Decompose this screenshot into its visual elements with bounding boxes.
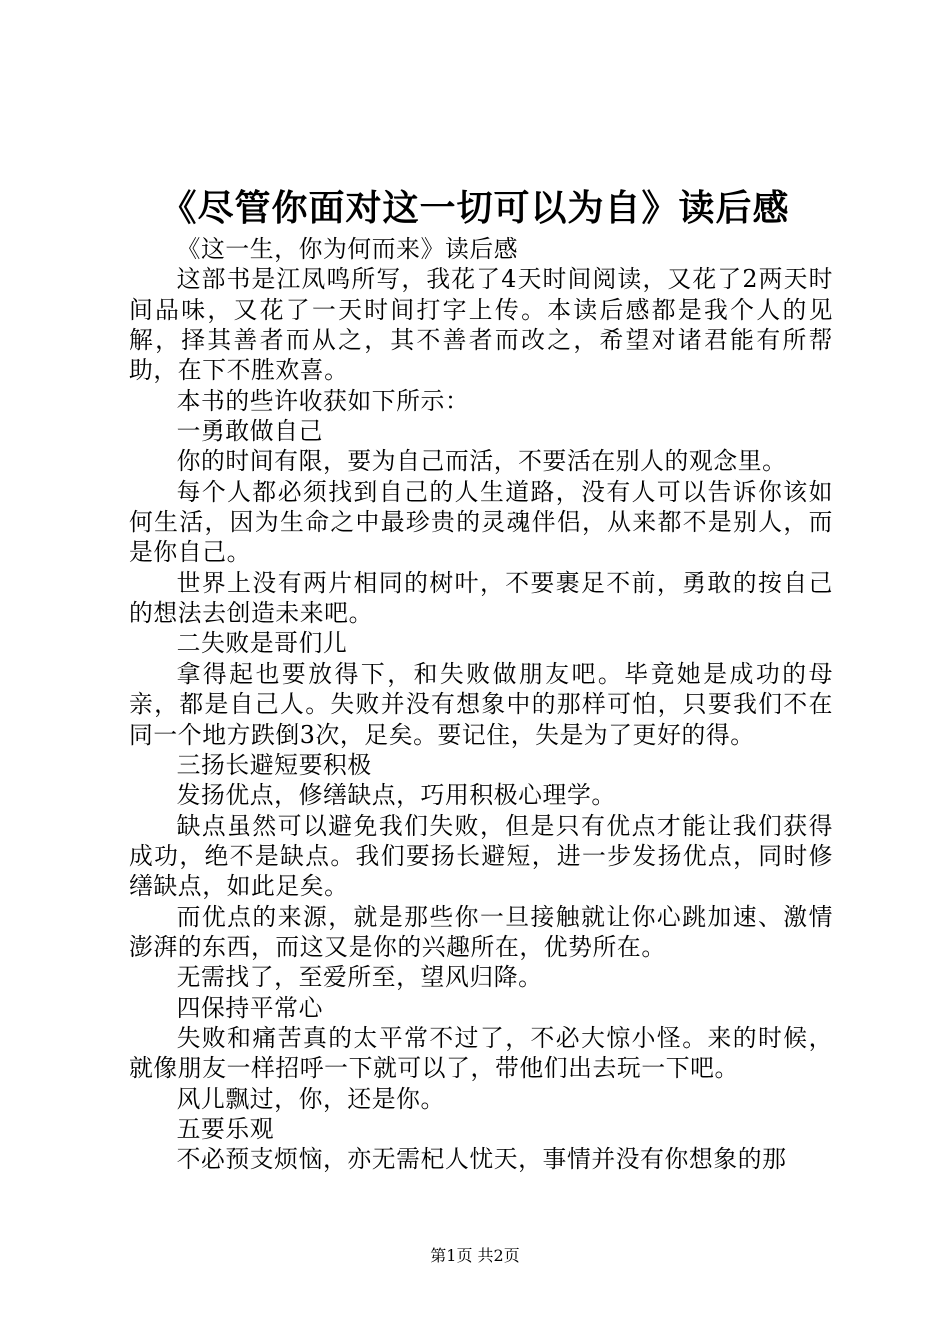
section-heading: 二失败是哥们儿 bbox=[176, 629, 348, 658]
paragraph-subtitle: 《这一生，你为何而来》读后感 bbox=[176, 235, 519, 263]
document-title: 《尽管你面对这一切可以为自》读后感 bbox=[160, 187, 790, 229]
section-heading: 一勇敢做自己 bbox=[176, 417, 323, 446]
paragraph: 本书的些许收获如下所示： bbox=[176, 386, 470, 415]
paragraph: 缺点虽然可以避免我们失败，但是只有优点才能让我们获得成功，绝不是缺点。我们要扬长避短，进一步发扬优点，同时修缮缺点，如此足矣。 bbox=[129, 811, 833, 901]
paragraph: 而优点的来源，就是那些你一旦接触就让你心跳加速、激情澎湃的东西，而这又是你的兴趣所在，优势所在。 bbox=[129, 902, 833, 961]
page-number-footer: 第1页 共2页 bbox=[430, 1246, 520, 1265]
paragraph: 风儿飘过，你，还是你。 bbox=[176, 1084, 445, 1113]
paragraph: 你的时间有限，要为自己而活，不要活在别人的观念里。 bbox=[176, 447, 787, 476]
paragraph: 无需找了，至爱所至，望风归降。 bbox=[176, 963, 543, 992]
section-heading: 四保持平常心 bbox=[176, 993, 323, 1022]
section-heading: 三扬长避短要积极 bbox=[176, 750, 372, 779]
section-heading: 五要乐观 bbox=[176, 1114, 275, 1143]
paragraph: 发扬优点，修缮缺点，巧用积极心理学。 bbox=[176, 781, 616, 810]
paragraph: 这部书是江凤鸣所写，我花了4天时间阅读，又花了2两天时间品味，又花了一天时间打字上传。本读后感都是我个人的见解，择其善者而从之，其不善者而改之，希望对诸君能有所帮助，在下不胜欢喜。 bbox=[129, 265, 833, 385]
paragraph: 失败和痛苦真的太平常不过了，不必大惊小怪。来的时候，就像朋友一样招呼一下就可以了，带他们出去玩一下吧。 bbox=[129, 1023, 833, 1083]
paragraph: 每个人都必须找到自己的人生道路，没有人可以告诉你该如何生活，因为生命之中最珍贵的灵魂伴侣，从来都不是别人，而是你自己。 bbox=[129, 477, 833, 567]
paragraph: 不必预支烦恼，亦无需杞人忧天，事情并没有你想象的那 bbox=[176, 1145, 787, 1174]
paragraph: 拿得起也要放得下，和失败做朋友吧。毕竟她是成功的母亲，都是自己人。失败并没有想象中的那样可怕，只要我们不在同一个地方跌倒3次，足矣。要记住，失是为了更好的得。 bbox=[129, 659, 833, 749]
document-body bbox=[129, 234, 833, 1175]
paragraph: 世界上没有两片相同的树叶，不要裹足不前，勇敢的按自己的想法去创造未来吧。 bbox=[129, 568, 833, 628]
